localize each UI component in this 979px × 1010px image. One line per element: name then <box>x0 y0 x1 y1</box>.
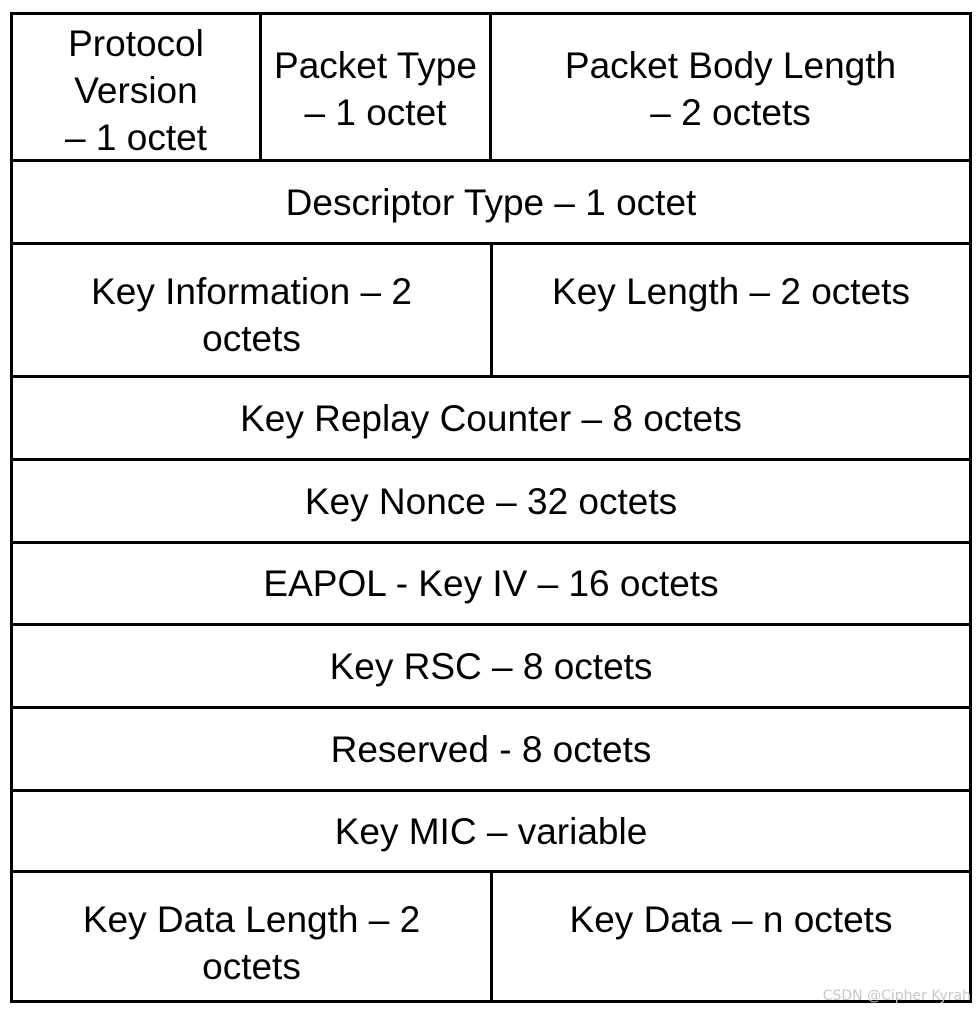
watermark: CSDN @Cipher Kyrah <box>822 988 971 1004</box>
field-key-rsc: Key RSC – 8 octets <box>329 645 653 687</box>
field-key-length: Key Length – 2 octets <box>552 271 910 312</box>
field-key-mic: Key MIC – variable <box>334 810 648 852</box>
field-protocol-version: Protocol Version – 1 octet <box>65 23 207 158</box>
field-key-nonce: Key Nonce – 32 octets <box>304 480 678 522</box>
field-key-data: Key Data – n octets <box>569 899 893 940</box>
field-eapol-key-iv: EAPOL - Key IV – 16 octets <box>263 563 719 604</box>
field-reserved: Reserved - 8 octets <box>330 728 652 770</box>
field-key-replay-counter: Key Replay Counter – 8 octets <box>240 397 742 439</box>
field-key-information: Key Information – 2 octets <box>91 271 412 359</box>
field-packet-body-length: Packet Body Length – 2 octets <box>564 45 897 133</box>
field-packet-type: Packet Type – 1 octet <box>274 45 477 133</box>
field-key-data-length: Key Data Length – 2 octets <box>82 899 421 987</box>
field-descriptor-type: Descriptor Type – 1 octet <box>285 181 697 223</box>
